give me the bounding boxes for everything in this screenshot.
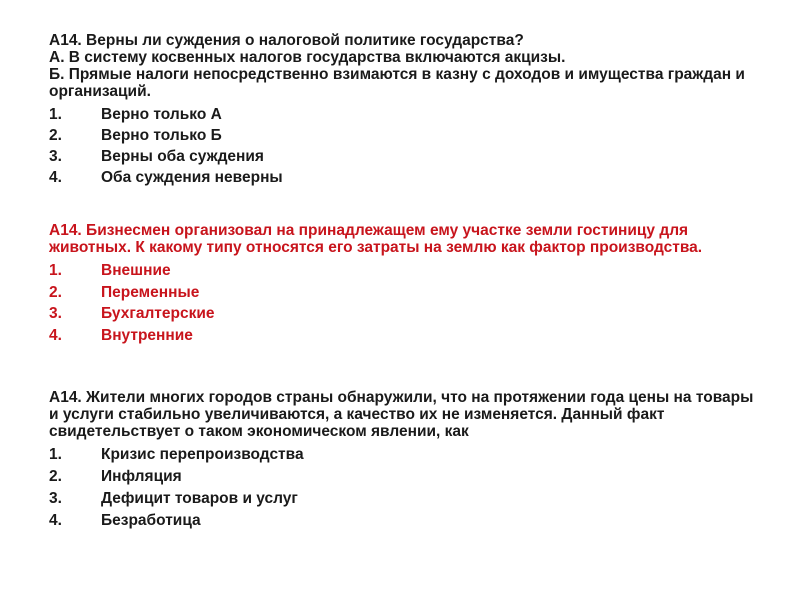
option-item <box>49 510 764 532</box>
option-item <box>49 104 764 125</box>
option-number: 1. <box>49 106 62 123</box>
option-text: Кризис перепроизводства <box>101 446 304 463</box>
option-item <box>49 146 764 167</box>
option-item <box>49 303 764 325</box>
option-number: 2. <box>49 468 62 485</box>
question-block-1 <box>49 32 764 188</box>
option-number: 3. <box>49 148 62 165</box>
option-number: 1. <box>49 262 62 279</box>
option-text: Дефицит товаров и услуг <box>101 490 298 507</box>
option-number: 3. <box>49 305 62 322</box>
option-text: Верно только Б <box>101 127 222 144</box>
option-number: 4. <box>49 326 62 344</box>
option-number: 1. <box>49 446 62 463</box>
option-text: Верно только А <box>101 106 222 123</box>
question-3-options <box>49 444 764 532</box>
option-item <box>49 488 764 510</box>
option-text: Внешние <box>101 262 171 279</box>
question-block-2 <box>49 222 764 346</box>
question-1-statement-b: Б. Прямые налоги непосредственно взимаются в казну с доходов и имущества граждан и организаций. <box>49 66 745 100</box>
option-number: 2. <box>49 127 62 144</box>
option-text: Переменные <box>101 283 200 301</box>
option-text: Верны оба суждения <box>101 148 264 165</box>
option-text: Инфляция <box>101 468 182 485</box>
option-item <box>49 125 764 146</box>
option-number: 2. <box>49 283 62 301</box>
option-item <box>49 282 764 304</box>
option-item <box>49 167 764 188</box>
option-number: 4. <box>49 169 62 186</box>
question-2-text: А14. Бизнесмен организовал на принадлежащем ему участке земли гостиницу для животных. К какому типу относятся его затраты на землю как фактор производства. <box>49 222 703 256</box>
option-number: 3. <box>49 490 62 507</box>
option-text: Внутренние <box>101 326 193 344</box>
option-item <box>49 260 764 282</box>
option-item <box>49 444 764 466</box>
question-1-title: А14. Верны ли суждения о налоговой политике государства? <box>49 32 524 49</box>
option-number: 4. <box>49 512 62 529</box>
question-block-3 <box>49 389 764 532</box>
question-3-text: А14. Жители многих городов страны обнаружили, что на протяжении года цены на товары и услуги стабильно увеличиваются, а качество их не изменяется. Данный факт свидетельствует о таком экономическом явлении, как <box>49 389 754 440</box>
question-1-statement-a: А. В систему косвенных налогов государства включаются акцизы. <box>49 49 566 66</box>
option-text: Оба суждения неверны <box>101 169 283 186</box>
question-1-options <box>49 104 764 188</box>
question-2-options <box>49 260 764 346</box>
option-text: Безработица <box>101 512 201 529</box>
option-item <box>49 466 764 488</box>
option-text: Бухгалтерские <box>101 305 215 322</box>
option-item <box>49 325 764 347</box>
